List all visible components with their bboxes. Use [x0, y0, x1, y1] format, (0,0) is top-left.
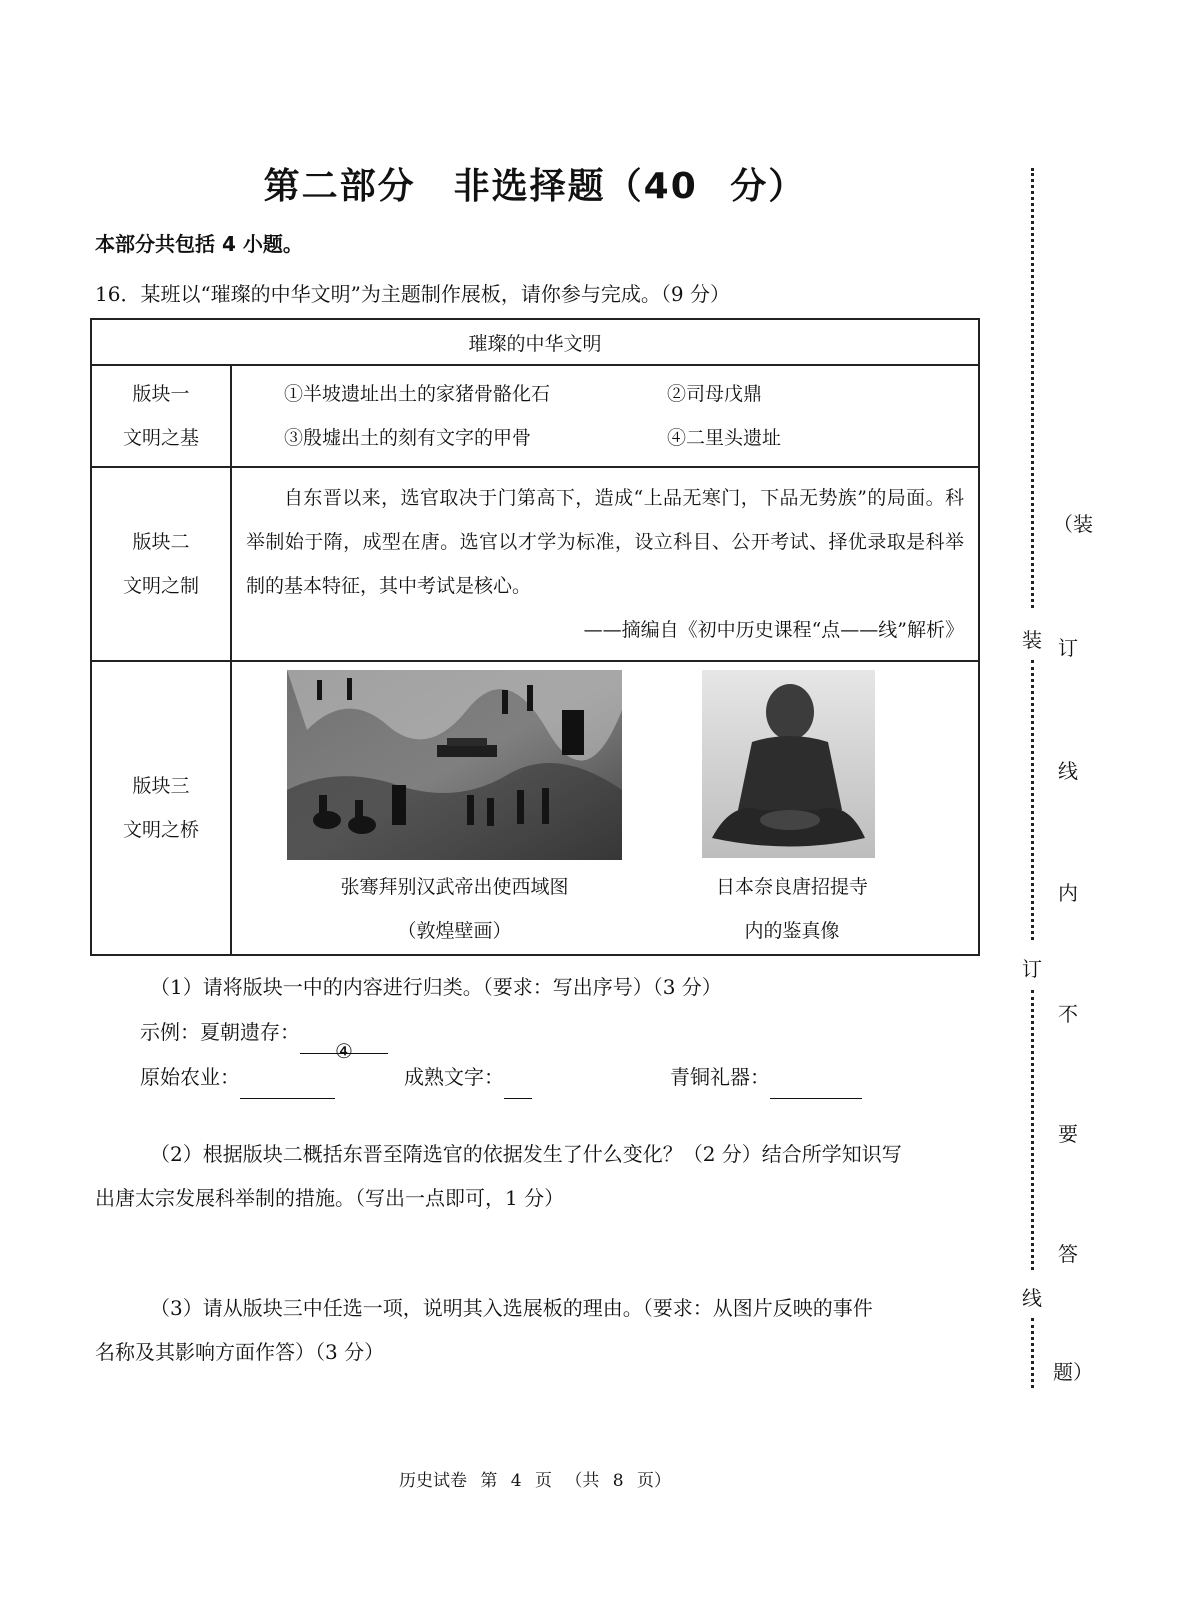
section2-passage-cell [231, 467, 979, 661]
blank1-label: 原始农业： [140, 1065, 240, 1089]
binding-char-inner: 线 [1022, 1286, 1042, 1310]
binding-dotted-line [1031, 168, 1034, 608]
blank2-label: 成熟文字： [404, 1065, 504, 1089]
section1-label [91, 365, 231, 467]
sub1-example [140, 1010, 388, 1063]
item-2: ②司母戊鼎 [667, 383, 763, 405]
section2-label [91, 467, 231, 661]
binding-dotted-line [1031, 1318, 1034, 1388]
question-16-stem: 16．某班以“璀璨的中华文明”为主题制作展板，请你参与完成。（9 分） [95, 282, 730, 306]
binding-char-outer: 内 [1058, 881, 1078, 905]
section3-label-2: 文明之桥 [122, 819, 199, 841]
section3-label [91, 661, 231, 955]
sub2-line2: 出唐太宗发展科举制的措施。（写出一点即可，1 分） [95, 1186, 565, 1210]
item-4: ④二里头遗址 [667, 427, 782, 449]
binding-char-outer: 答 [1058, 1242, 1078, 1266]
mural-caption-1: 张骞拜别汉武帝出使西域图 [340, 876, 569, 898]
section3-images [231, 661, 979, 955]
item-1: ①半坡遗址出土的家猪骨骼化石 [284, 383, 551, 405]
binding-char-outer: 订 [1058, 636, 1078, 660]
section-intro: 本部分共包括 4 小题。 [95, 232, 303, 256]
statue-caption-1: 日本奈良唐招提寺 [715, 876, 868, 898]
blank3-label: 青铜礼器： [670, 1065, 770, 1089]
example-label: 示例：夏朝遗存： [140, 1020, 300, 1044]
binding-char-outer: （装 [1053, 512, 1093, 536]
section2-source: ——摘编自《初中历史课程“点——线”解析》 [583, 619, 964, 641]
zhang-qian-mural-image [287, 670, 622, 860]
binding-char-outer: 题） [1053, 1360, 1093, 1384]
section3-label-1: 版块三 [132, 775, 190, 797]
sub2-line1: （2）根据版块二概括东晋至隋选官的依据发生了什么变化？（2 分）结合所学知识写 [150, 1142, 902, 1166]
blank2-answer-line[interactable] [504, 1074, 532, 1099]
section2-passage: 自东晋以来，选官取决于门第高下，造成“上品无寒门，下品无势族”的局面。科举制始于隋，成型在唐。选官以才学为标准，设立科目、公开考试、择优录取是科举制的基本特征，其中考试是核心。 [246, 487, 964, 597]
example-answer: ④ [300, 1029, 388, 1054]
sub1-blank2 [404, 1055, 532, 1099]
binding-char-inner: 装 [1022, 628, 1042, 652]
sub3-line1: （3）请从版块三中任选一项，说明其入选展板的理由。（要求：从图片反映的事件 [150, 1296, 873, 1320]
board-header: 璀璨的中华文明 [91, 319, 979, 365]
binding-char-outer: 线 [1058, 759, 1078, 783]
blank1-answer-line[interactable] [240, 1074, 335, 1099]
binding-dotted-line [1031, 990, 1034, 1270]
sub1-text: （1）请将版块一中的内容进行归类。（要求：写出序号）（3 分） [150, 975, 722, 999]
sub1-blank3 [670, 1055, 862, 1099]
section1-label-1: 版块一 [132, 383, 190, 405]
binding-char-outer: 不 [1058, 1002, 1078, 1026]
blank3-answer-line[interactable] [770, 1074, 862, 1099]
binding-dotted-line [1031, 660, 1034, 940]
section1-items [231, 365, 979, 467]
section1-label-2: 文明之基 [122, 427, 199, 449]
section2-label-2: 文明之制 [122, 575, 199, 597]
section2-label-1: 版块二 [132, 531, 190, 553]
section-title: 第二部分 非选择题（40 分） [263, 166, 807, 207]
mural-caption-2: （敦煌壁画） [397, 920, 512, 942]
sub1-blank1 [140, 1055, 335, 1099]
display-board-table [90, 318, 980, 956]
binding-char-inner: 订 [1022, 957, 1042, 981]
statue-caption-2: 内的鉴真像 [744, 920, 840, 942]
page-footer: 历史试卷 第 4 页 （共 8 页） [398, 1471, 672, 1491]
sub3-line2: 名称及其影响方面作答）（3 分） [95, 1340, 385, 1364]
binding-char-outer: 要 [1058, 1122, 1078, 1146]
jianzhen-statue-image [702, 670, 875, 858]
item-3: ③殷墟出土的刻有文字的甲骨 [284, 427, 532, 449]
